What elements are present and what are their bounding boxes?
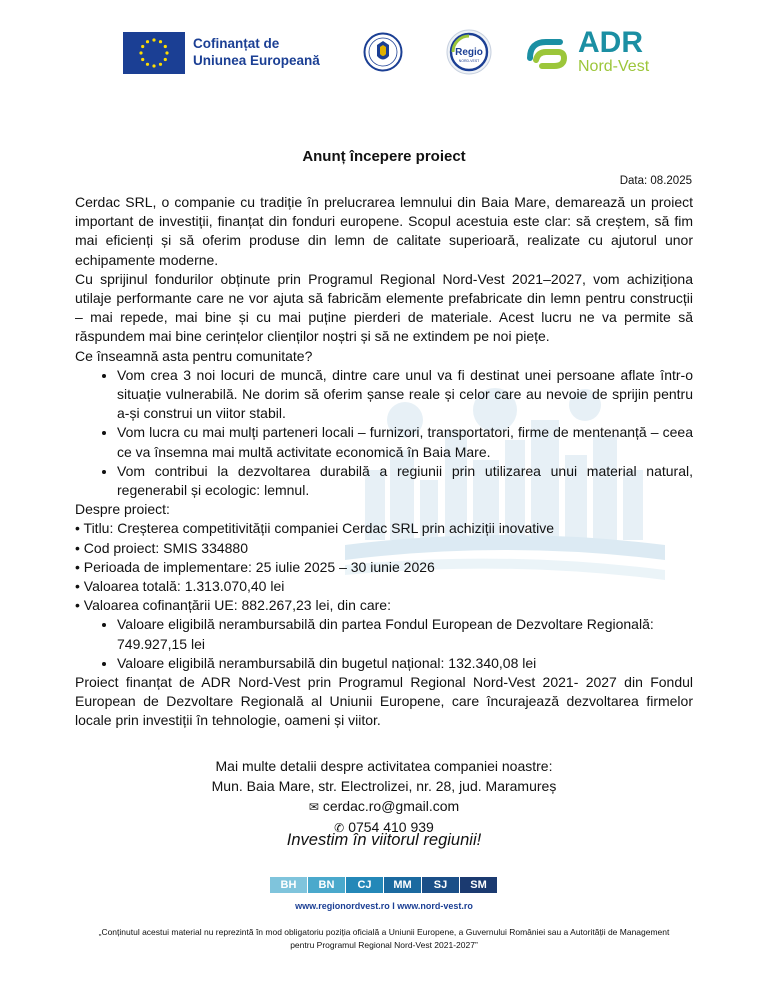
- document-date: Data: 08.2025: [619, 175, 692, 187]
- adr-logo-subtitle: Nord-Vest: [578, 58, 650, 75]
- list-item: • Valoare eligibilă nerambursabilă din partea Fondul European de Dezvoltare Regională: 749.927,15 lei: [117, 615, 693, 653]
- eu-flag-icon: [123, 32, 185, 74]
- contact-section: [0, 756, 768, 838]
- tagline: Investim în viitorul regiunii!: [286, 831, 482, 849]
- county-badge: BN: [308, 877, 345, 893]
- phone-icon: ✆: [334, 821, 345, 835]
- footer-disclaimer: „Conținutul acestui material nu reprezintă în mod obligatoriu poziția oficială a Uniunii Europene, a Guvernului României sau a Autorității de Management pentru Programul Regional Nord-Vest 2021-2027”: [98, 927, 670, 950]
- envelope-icon: ✉: [308, 800, 319, 814]
- county-badge: CJ: [346, 877, 383, 893]
- county-badge: SJ: [422, 877, 459, 893]
- county-badge: MM: [384, 877, 421, 893]
- contact-email[interactable]: cerdac.ro@gmail.com: [322, 798, 460, 814]
- community-heading: Ce înseamnă asta pentru comunitate?: [75, 347, 313, 364]
- county-bar: [270, 877, 498, 893]
- contact-phone[interactable]: 0754 410 939: [348, 819, 434, 835]
- closing-paragraph: Proiect finanțat de ADR Nord-Vest prin Programul Regional Nord-Vest 2021- 2027 din Fondul European de Dezvoltare Regională al Uniunii Europene, care încurajează dezvoltarea firmelor locale prin investiții în tehnologie, oameni și viitor.: [75, 674, 693, 729]
- document-body: [75, 193, 693, 731]
- contact-heading: Mai multe detalii despre activitatea companiei noastre:: [215, 758, 553, 774]
- romanian-government-logo-icon: [363, 32, 403, 72]
- county-badge: BH: [270, 877, 307, 893]
- cofinancing-list: [75, 615, 693, 673]
- footer-links[interactable]: www.regionordvest.ro I www.nord-vest.ro: [295, 901, 473, 911]
- intro-paragraph: Cerdac SRL, o companie cu tradiție în prelucrarea lemnului din Baia Mare, demarează un proiect important de investiții, finanțat din fonduri europene. Scopul acestuia este clar: să creștem, să fim mai eficienți și să oferim produse din lemn de calitate superioară, realizate cu ajutorul unor echipamente moderne.: [75, 194, 693, 268]
- project-period-row: • Perioada de implementare: 25 iulie 2025 – 30 iunie 2026: [75, 558, 435, 575]
- list-item: • Valoare eligibilă nerambursabilă din bugetul național: 132.340,08 lei: [117, 654, 693, 673]
- eu-cofinancing-label: Cofinanțat de Uniunea Europeană: [193, 36, 320, 68]
- list-item: • Vom contribui la dezvoltarea durabilă a regiunii prin utilizarea unui material natural, regenerabil și ecologic: lemnul.: [117, 462, 693, 500]
- funding-paragraph: Cu sprijinul fondurilor obținute prin Programul Regional Nord-Vest 2021–2027, vom achiziționa utilaje performante care ne vor ajuta să fabricăm elemente prefabricate din lemn pentru construcții – mai repede, mai bine și cu mai puține pierderi de materiale. Acest lucru ne va permite să răspundem mai bine cerințelor clienților noștri și să ne extindem pe noi piețe.: [75, 270, 693, 345]
- county-badge: SM: [460, 877, 497, 893]
- list-item: • Vom lucra cu mai mulți parteneri locali – furnizori, transportatori, firme de mentenanță – ceea ce va însemna mai multă activitate economică în Baia Mare.: [117, 423, 693, 461]
- list-item: • Vom crea 3 noi locuri de muncă, dintre care unul va fi destinat unei persoane aflate într-o situație vulnerabilă. Ne dorim să oferim șanse reale și celor care au nevoie de sprijin pentru a-și construi un viitor stabil.: [117, 366, 693, 424]
- project-heading: Despre proiect:: [75, 501, 170, 518]
- regio-logo-text: Regio: [455, 47, 483, 58]
- page-title: Anunț începere proiect: [302, 148, 466, 165]
- adr-logo-text: ADR: [578, 26, 643, 59]
- community-list: [75, 366, 693, 500]
- regio-logo: [445, 28, 493, 76]
- project-title-row: • Titlu: Creșterea competitivității companiei Cerdac SRL prin achiziții inovative: [75, 520, 555, 537]
- project-code-row: • Cod proiect: SMIS 334880: [75, 539, 249, 556]
- regio-logo-sub: NORD-VEST: [458, 59, 480, 63]
- project-eu-cofinancing-row: • Valoarea cofinanțării UE: 882.267,23 lei, din care:: [75, 597, 391, 614]
- contact-email-row: [0, 796, 768, 817]
- contact-address: Mun. Baia Mare, str. Electrolizei, nr. 28, jud. Maramureș: [211, 778, 557, 794]
- logo-header: [0, 28, 768, 78]
- project-total-value-row: • Valoarea totală: 1.313.070,40 lei: [75, 578, 285, 595]
